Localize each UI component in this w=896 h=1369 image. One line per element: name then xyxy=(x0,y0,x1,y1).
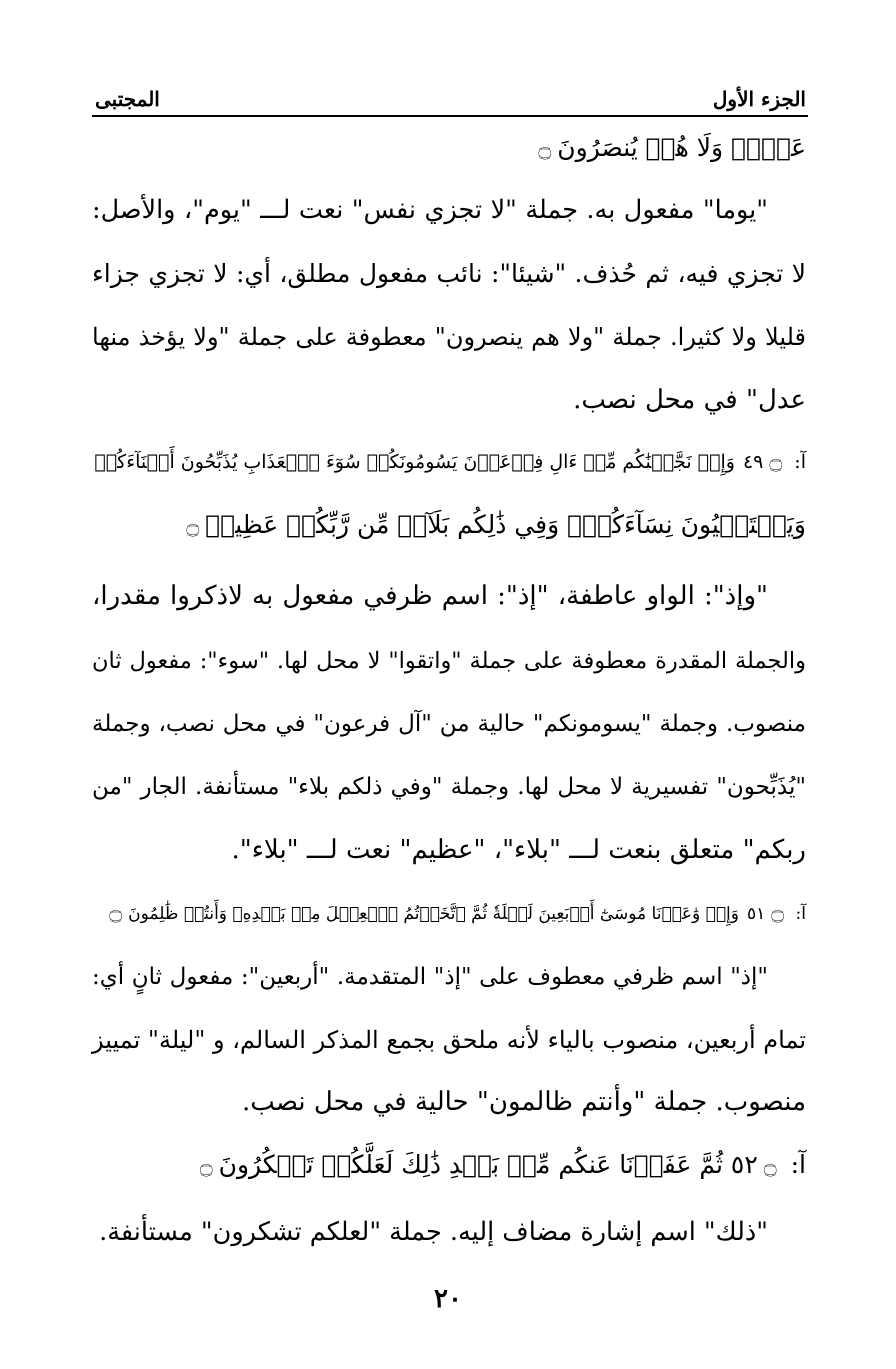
verse-ornament-icon: ۝ xyxy=(186,514,200,539)
commentary-line: "يوما" مفعول به. جملة "لا تجزي نفس" نعت لـــ "يوم"، والأصل: xyxy=(92,195,768,225)
verse-ornament-icon: ۝ xyxy=(538,137,552,162)
verse-ornament-icon: ۝ xyxy=(771,900,785,925)
commentary-line: "ذلك" اسم إشارة مضاف إليه. جملة "لعلكم تشكرون" مستأنفة. xyxy=(99,1217,768,1247)
verse-reference: آ: ٥٢ xyxy=(730,1150,806,1179)
verse-ornament-icon: ۝ xyxy=(199,1154,213,1179)
commentary-line: لا تجزي فيه، ثم حُذف. "شيئا": نائب مفعول مطلق، أي: لا تجزي جزاء xyxy=(92,259,806,288)
page-number: ٢٠ xyxy=(434,1284,462,1314)
commentary-line: "وإذ": الواو عاطفة، "إذ": اسم ظرفي مفعول به لاذكروا مقدرا، xyxy=(92,581,768,611)
commentary-line: ربكم" متعلق بنعت لـــ "بلاء"، "عظيم" نعت لـــ "بلاء". xyxy=(231,835,806,865)
verse-text: وَيَسۡتَحۡيُونَ نِسَآءَكُمۡۚ وَفِي ذَٰلِكُم بَلَآءٞ مِّن رَّبِّكُمۡ عَظِيمٞ xyxy=(205,510,806,539)
header-rule xyxy=(92,115,808,117)
quran-verse-line xyxy=(92,442,806,482)
verse-text: وَإِذۡ وَٰعَدۡنَا مُوسَىٰٓ أَرۡبَعِينَ لَيۡلَةٗ ثُمَّ ٱتَّخَذۡتُمُ ٱلۡعِجۡلَ مِنۢ بَعۡدِهِۦ وَأَنتُمۡ ظَٰلِمُونَ xyxy=(128,904,739,924)
commentary-line: "يُذَبِّحون" تفسيرية لا محل لها. وجملة "وفي ذلكم بلاء" مستأنفة. الجار "من xyxy=(92,774,806,800)
verse-text: ثُمَّ عَفَوۡنَا عَنكُم مِّنۢ بَعۡدِ ذَٰلِكَ لَعَلَّكُمۡ تَشۡكُرُونَ xyxy=(218,1150,723,1179)
verse-ornament-icon: ۝ xyxy=(109,900,123,925)
commentary-line: منصوب. وجملة "يسومونكم" حالية من "آل فرعون" في محل نصب، وجملة xyxy=(92,711,806,737)
commentary-line: "إذ" اسم ظرفي معطوف على "إذ" المتقدمة. "أربعين": مفعول ثانٍ أي: xyxy=(92,964,768,990)
running-header-title: المجتبى xyxy=(95,87,160,111)
commentary-line: والجملة المقدرة معطوفة على جملة "واتقوا" لا محل لها. "سوء": مفعول ثان xyxy=(92,648,806,674)
verse-reference: آ: ٥١ xyxy=(746,904,806,924)
quran-verse-line xyxy=(92,1145,806,1187)
verse-ornament-icon: ۝ xyxy=(763,1154,777,1179)
commentary-line: منصوب. جملة "وأنتم ظالمون" حالية في محل نصب. xyxy=(242,1087,806,1117)
quran-verse-line xyxy=(92,128,806,170)
verse-ornament-icon: ۝ xyxy=(769,449,783,474)
verse-reference: آ: ٤٩ xyxy=(742,451,806,473)
commentary-line: تمام أربعين، منصوب بالياء لأنه ملحق بجمع المذكر السالم، و "ليلة" تمييز xyxy=(92,1026,806,1054)
running-header-part: الجزء الأول xyxy=(712,87,806,111)
commentary-line: قليلا ولا كثيرا. جملة "ولا هم ينصرون" معطوفة على جملة "ولا يؤخذ منها xyxy=(92,323,806,351)
verse-text: عَدۡلٞ وَلَا هُمۡ يُنصَرُونَ xyxy=(557,133,806,162)
commentary-line: عدل" في محل نصب. xyxy=(573,385,806,415)
quran-verse-line xyxy=(92,893,806,934)
quran-verse-line xyxy=(92,505,806,547)
verse-text: وَإِذۡ نَجَّيۡنَٰكُم مِّنۡ ءَالِ فِرۡعَوۡنَ يَسُومُونَكُمۡ سُوٓءَ ٱلۡعَذَابِ يُذَبِّحُونَ أَبۡنَآءَكُمۡ xyxy=(94,451,735,473)
